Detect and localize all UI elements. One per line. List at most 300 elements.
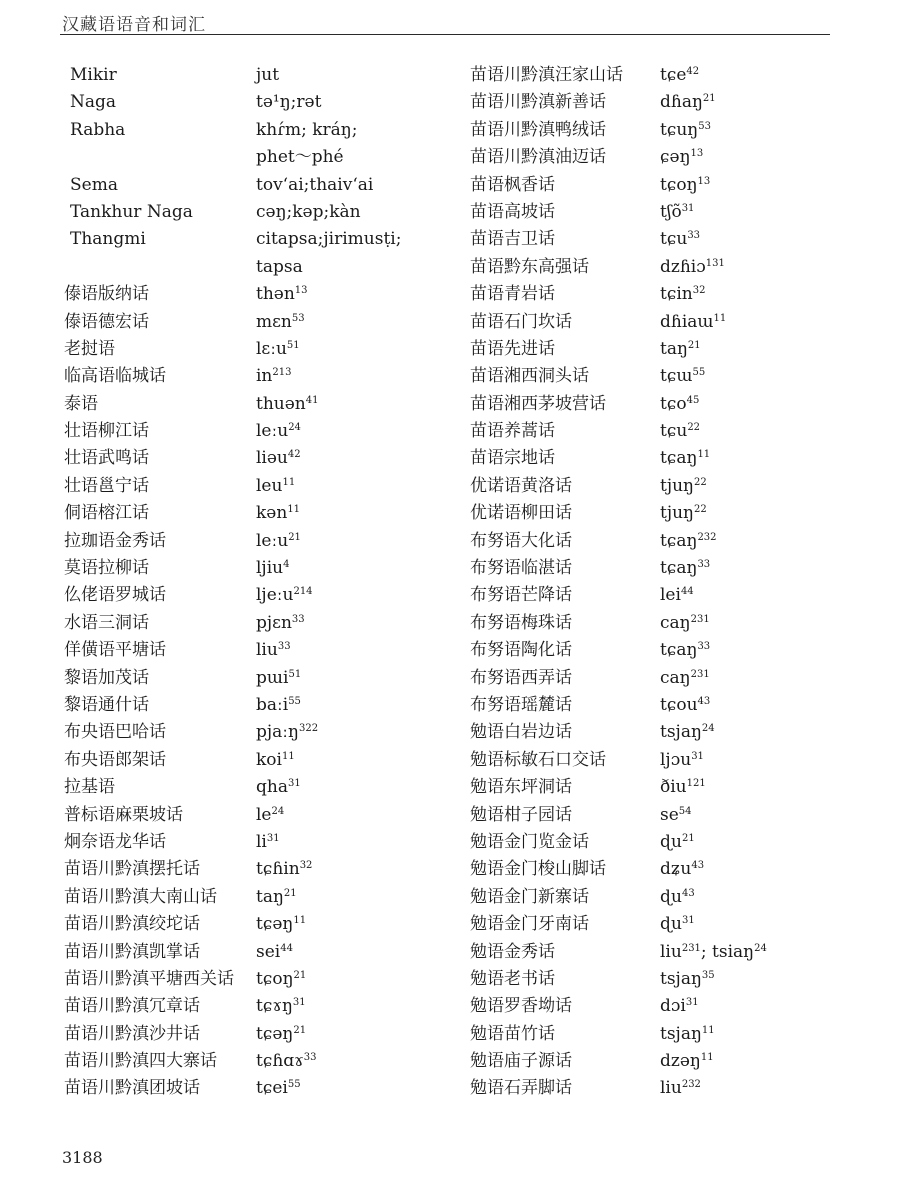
phonetic-form: le [256, 804, 272, 825]
language-name: 勉语苗竹话 [470, 1023, 555, 1044]
word-form [256, 445, 301, 474]
word-form [660, 199, 694, 228]
tone-number: 41 [305, 394, 319, 406]
tone-number: 33 [687, 230, 701, 242]
language-name: 苗语吉卫话 [470, 229, 555, 250]
tone-number: 13 [690, 148, 704, 160]
phonetic-form: tɕe [660, 65, 687, 85]
tone-number: 231 [690, 668, 710, 680]
phonetic-form: baːi [256, 694, 289, 715]
tone-number: 35 [701, 969, 715, 981]
language-name: 苗语川黔滇沙井话 [64, 1023, 200, 1044]
tone-number: 21 [687, 339, 701, 351]
phonetic-form: lei [660, 585, 681, 606]
language-name: 苗语川黔滇绞坨话 [64, 914, 200, 935]
phonetic-form: tʃõ [660, 201, 682, 222]
tone-number: 24 [271, 805, 285, 817]
tone-number: 21 [288, 531, 301, 543]
tone-number: 33 [303, 1052, 317, 1064]
word-form [660, 1075, 701, 1104]
phonetic-form: kən [256, 503, 288, 524]
language-name: 勉语庙子源话 [470, 1051, 572, 1072]
tone-number: 44 [280, 942, 293, 954]
word-form [256, 637, 291, 666]
language-name: 布努语梅珠话 [470, 612, 572, 633]
language-name: 苗语川黔滇冗章话 [64, 996, 200, 1017]
tone-number: 22 [687, 422, 701, 434]
phonetic-form: pɯi [256, 667, 289, 688]
word-form [256, 774, 301, 803]
word-form [660, 144, 703, 173]
phonetic-form: liu [256, 640, 278, 661]
tone-number: 32 [692, 285, 706, 297]
word-form [256, 391, 318, 420]
tone-number: 54 [678, 805, 692, 817]
phonetic-form: tɕɤŋ [256, 996, 293, 1017]
tone-number: 213 [272, 367, 292, 379]
word-form [256, 939, 293, 968]
phonetic-form: tɕaŋ [660, 640, 698, 661]
phonetic-form: dɦiaɯ [660, 311, 714, 332]
language-name: 黎语通什话 [64, 694, 149, 715]
word-form [660, 117, 711, 146]
word-form [660, 774, 706, 803]
word-form [256, 281, 308, 310]
word-form [256, 528, 301, 557]
word-form [660, 391, 699, 420]
tone-number: 4 [283, 559, 290, 571]
language-name: 布央语巴哈话 [64, 722, 166, 743]
word-form [256, 336, 300, 365]
phonetic-form: dɔi [660, 996, 686, 1017]
phonetic-form: jut [256, 65, 280, 85]
tone-number: 31 [681, 202, 695, 214]
language-name: 老挝语 [64, 338, 115, 359]
word-form [256, 582, 313, 611]
word-form [660, 445, 710, 474]
language-name: 勉语标敏石口交话 [470, 749, 606, 770]
language-name: 苗语川黔滇凯掌话 [64, 941, 200, 962]
tone-number: 31 [292, 997, 306, 1009]
language-name: Thangmi [70, 229, 146, 250]
word-form [660, 829, 695, 858]
phonetic-form: pjɛn [256, 612, 292, 633]
phonetic-form: tɕaŋ [660, 558, 698, 579]
word-form [660, 802, 692, 831]
word-form [660, 747, 704, 776]
tone-number-alt: 24 [754, 942, 767, 954]
tone-number: 11 [701, 1024, 715, 1036]
tone-number: 232 [681, 1079, 701, 1091]
tone-number: 121 [686, 778, 706, 790]
tone-number: 33 [291, 613, 305, 625]
phonetic-form: leu [256, 475, 283, 496]
tone-number: 31 [681, 915, 695, 927]
header-rule [60, 34, 830, 35]
word-form [256, 199, 361, 226]
language-name: 苗语川黔滇油迈话 [470, 147, 606, 168]
language-name: 拉珈语金秀话 [64, 530, 166, 551]
tone-number: 231 [681, 942, 701, 954]
tone-number: 11 [282, 476, 296, 488]
phonetic-form: dʑu [660, 859, 692, 880]
phonetic-form: tsjaŋ [660, 968, 702, 989]
tone-number: 53 [698, 120, 711, 132]
word-form [256, 1075, 301, 1104]
language-name: 勉语金秀话 [470, 941, 555, 962]
word-form [256, 747, 295, 776]
tone-number: 55 [692, 367, 706, 379]
language-name: 苗语石门坎话 [470, 311, 572, 332]
tone-number: 22 [694, 476, 707, 488]
language-name: 苗语川黔滇汪家山话 [470, 65, 623, 85]
language-name: 拉基语 [64, 777, 115, 798]
tone-number: 21 [293, 969, 307, 981]
language-name: 泰语 [64, 393, 98, 414]
phonetic-form: dzɦiɔ [660, 256, 706, 277]
word-form [660, 665, 710, 694]
phonetic-form: tɕuŋ [660, 119, 699, 140]
word-form [660, 226, 700, 255]
tone-number: 31 [685, 997, 699, 1009]
phonetic-form: tɕei [256, 1078, 288, 1099]
word-form [256, 993, 306, 1022]
phonetic-form: tsjaŋ [660, 722, 702, 743]
tone-number: 45 [686, 394, 700, 406]
language-name: 布努语临湛话 [470, 558, 572, 579]
word-form [660, 884, 695, 913]
language-name: 傣语德宏话 [64, 311, 149, 332]
tone-number: 43 [681, 887, 695, 899]
language-name: 佯僙语平塘话 [64, 640, 166, 661]
language-name: 勉语东坪洞话 [470, 777, 572, 798]
word-form [256, 719, 318, 748]
word-form [256, 911, 306, 940]
phonetic-form: lɛːu [256, 338, 287, 359]
phonetic-form: ɖu [660, 831, 682, 852]
word-form [256, 555, 289, 584]
language-name: 苗语养蒿话 [470, 421, 555, 442]
word-form [660, 856, 704, 885]
phonetic-form: thən [256, 284, 295, 305]
word-form [660, 911, 695, 940]
tone-number: 13 [294, 285, 308, 297]
phonetic-form: qha [256, 777, 288, 798]
tone-number: 32 [299, 860, 313, 872]
language-name: 苗语宗地话 [470, 448, 555, 469]
tone-number: 43 [691, 860, 705, 872]
tone-number: 21 [283, 887, 297, 899]
phonetic-form: koi [256, 749, 282, 770]
phonetic-form: li [256, 831, 267, 852]
tone-number: 31 [287, 778, 301, 790]
tone-number: 51 [286, 339, 300, 351]
phonetic-form: thuən [256, 393, 306, 414]
word-form [256, 802, 284, 831]
phonetic-form: in [256, 366, 273, 387]
tone-number: 44 [680, 586, 694, 598]
phonetic-form: liu [660, 1078, 682, 1099]
language-name: 水语三洞话 [64, 612, 149, 633]
phonetic-form: phet～phé [256, 147, 344, 168]
word-form [660, 62, 699, 91]
book-title: 汉藏语语音和词汇 [62, 15, 206, 35]
word-form [660, 281, 705, 310]
language-name: 勉语老书话 [470, 968, 555, 989]
phonetic-form: taŋ [256, 886, 284, 907]
word-form [660, 528, 717, 557]
page-number: 3188 [62, 1148, 103, 1167]
phonetic-form: tsjaŋ [660, 1023, 702, 1044]
language-name: 苗语川黔滇鸭绒话 [470, 119, 606, 140]
language-name: 苗语枫香话 [470, 174, 555, 195]
phonetic-form: dzəŋ [660, 1051, 701, 1072]
tone-number: 11 [281, 750, 295, 762]
phonetic-form: tɕɯ [660, 366, 693, 387]
tone-number: 21 [293, 1024, 307, 1036]
word-form [256, 172, 373, 199]
phonetic-form: tɕin [660, 284, 693, 305]
word-form [256, 62, 279, 89]
phonetic-form: ljiu [256, 558, 284, 579]
language-name: 布努语芒降话 [470, 585, 572, 606]
language-name: 苗语川黔滇新善话 [470, 92, 606, 113]
phonetic-form: sei [256, 941, 281, 962]
phonetic-form: dɦaŋ [660, 92, 703, 113]
language-name: 勉语金门梭山脚话 [470, 859, 606, 880]
word-form [660, 309, 726, 338]
phonetic-form: mɛn [256, 311, 292, 332]
phonetic-form: liəu [256, 448, 288, 469]
language-name: Mikir [70, 65, 117, 85]
phonetic-form: khɾ́m; kráŋ; [256, 119, 358, 140]
phonetic-form: tɕo [660, 393, 687, 414]
word-form [660, 966, 715, 995]
word-form [256, 117, 357, 144]
tone-number: 43 [697, 695, 711, 707]
phonetic-form: ljɔu [660, 749, 692, 770]
tone-number: 42 [287, 449, 301, 461]
language-name: 优诺语柳田话 [470, 503, 572, 524]
phonetic-form: tɕoŋ [660, 174, 698, 195]
tone-number: 55 [287, 1079, 301, 1091]
tone-number: 24 [701, 723, 715, 735]
tone-number: 21 [681, 832, 695, 844]
language-name: 壮语武鸣话 [64, 448, 149, 469]
language-name: 勉语石弄脚话 [470, 1078, 572, 1099]
phonetic-form: tɕaŋ [660, 530, 698, 551]
language-name: Tankhur Naga [70, 201, 193, 222]
word-form [256, 610, 305, 639]
language-name: 布央语郎架话 [64, 749, 166, 770]
tone-number: 11 [697, 449, 711, 461]
language-name: Sema [70, 174, 118, 195]
phonetic-form: tɕou [660, 694, 698, 715]
phonetic-form: leːu [256, 421, 289, 442]
language-name: 黎语加茂话 [64, 667, 149, 688]
language-name: 炯奈语龙华话 [64, 831, 166, 852]
phonetic-form: cəŋ;kəp;kàn [256, 201, 361, 222]
phonetic-form: tɕɦin [256, 859, 300, 880]
word-form [660, 1021, 715, 1050]
language-name: 勉语罗香坳话 [470, 996, 572, 1017]
language-name: 莫语拉柳话 [64, 558, 149, 579]
phonetic-form: ɖu [660, 914, 682, 935]
running-header [60, 6, 840, 35]
phonetic-form: tɕu [660, 229, 688, 250]
tone-number: 51 [288, 668, 302, 680]
phonetic-form: tɕu [660, 421, 688, 442]
phonetic-form: ljeːu [256, 585, 294, 606]
phonetic-form: tjuŋ [660, 503, 694, 524]
phonetic-form: tə¹ŋ;rət [256, 92, 322, 113]
word-form [660, 500, 707, 529]
phonetic-form: ɕəŋ [660, 147, 691, 168]
phonetic-form: tɕəŋ [256, 1023, 294, 1044]
word-form [256, 89, 321, 116]
tone-number: 55 [288, 695, 301, 707]
language-name: 壮语邕宁话 [64, 475, 149, 496]
tone-number: 11 [293, 915, 307, 927]
tone-number: 42 [686, 66, 700, 77]
language-name: 布努语西弄话 [470, 667, 572, 688]
language-name: 临高语临城话 [64, 366, 166, 387]
word-form [660, 719, 715, 748]
language-name: 普标语麻栗坡话 [64, 804, 183, 825]
phonetic-form: ɖu [660, 886, 682, 907]
word-form [256, 363, 291, 392]
tone-number: 24 [288, 422, 301, 434]
phonetic-form: pjaːŋ [256, 722, 299, 743]
word-form [256, 254, 303, 281]
phonetic-form: se [660, 804, 679, 825]
tone-number: 11 [700, 1052, 714, 1064]
language-name: 傣语版纳话 [64, 284, 149, 305]
tone-number: 11 [287, 504, 301, 516]
word-form [256, 144, 344, 171]
tone-number: 33 [697, 559, 711, 571]
phonetic-form: leːu [256, 530, 289, 551]
language-name: 仫佬语罗城话 [64, 585, 166, 606]
word-form [660, 336, 701, 365]
tone-number: 31 [266, 832, 280, 844]
language-name: 苗语川黔滇平塘西关话 [64, 968, 234, 989]
word-form [660, 692, 710, 721]
phonetic-form: tɕɦɑɤ [256, 1051, 304, 1072]
word-form [256, 500, 300, 529]
language-name: 苗语湘西洞头话 [470, 366, 589, 387]
word-form [256, 692, 301, 721]
phonetic-form: tjuŋ [660, 475, 694, 496]
language-name: Naga [70, 92, 117, 113]
phonetic-form: tɕəŋ [256, 914, 294, 935]
phonetic-form: taŋ [660, 338, 688, 359]
word-form [256, 884, 297, 913]
phonetic-form: caŋ [660, 667, 691, 688]
word-form [660, 89, 716, 118]
word-form [660, 582, 694, 611]
language-name: 布努语大化话 [470, 530, 572, 551]
tone-number: 31 [691, 750, 704, 762]
language-name: 壮语柳江话 [64, 421, 149, 442]
tone-number: 131 [705, 257, 725, 269]
phonetic-form: tɕoŋ [256, 968, 294, 989]
tone-number: 231 [690, 613, 710, 625]
word-form [660, 637, 710, 666]
language-name: 勉语柑子园话 [470, 804, 572, 825]
language-name: 优诺语黄洛话 [470, 475, 572, 496]
language-name: 勉语金门新寨话 [470, 886, 589, 907]
language-name: 侗语榕江话 [64, 503, 149, 524]
tone-number: 232 [697, 531, 717, 543]
word-form [660, 254, 725, 283]
language-name: 勉语金门览金话 [470, 831, 589, 852]
word-form [660, 473, 707, 502]
language-name: 苗语湘西茅坡营话 [470, 393, 606, 414]
language-name: 布努语瑶麓话 [470, 694, 572, 715]
tone-number: 21 [702, 93, 716, 105]
language-name: 勉语金门牙南话 [470, 914, 589, 935]
phonetic-form: citapsa;jirimusṭi; [256, 229, 402, 250]
word-form [660, 172, 710, 201]
word-form [660, 610, 710, 639]
tone-number: 13 [697, 175, 711, 187]
word-form [256, 856, 312, 885]
word-form [660, 993, 699, 1022]
phonetic-form: liu [660, 941, 682, 962]
language-name: 苗语黔东高强话 [470, 256, 589, 277]
word-form [256, 829, 280, 858]
language-name: 布努语陶化话 [470, 640, 572, 661]
word-form [660, 1048, 714, 1077]
word-form [660, 418, 700, 447]
tone-number: 53 [291, 312, 305, 324]
language-name: 苗语川黔滇大南山话 [64, 886, 217, 907]
phonetic-form: tɕaŋ [660, 448, 698, 469]
phonetic-form: ðiu [660, 777, 687, 798]
tone-number: 22 [694, 504, 707, 516]
phonetic-form: caŋ [660, 612, 691, 633]
tone-number: 33 [697, 641, 711, 653]
word-form [256, 418, 301, 447]
word-form [660, 363, 705, 392]
language-name: Rabha [70, 119, 126, 140]
tone-number: 214 [293, 586, 313, 598]
tone-number: 322 [298, 723, 319, 735]
language-name: 苗语高坡话 [470, 201, 555, 222]
word-form [256, 665, 301, 694]
phonetic-form: tapsa [256, 256, 303, 277]
phonetic-form-alt: ; tsiaŋ [700, 941, 755, 962]
word-form [256, 309, 305, 338]
language-name: 苗语川黔滇团坡话 [64, 1078, 200, 1099]
language-name: 苗语先进话 [470, 338, 555, 359]
word-form [256, 1021, 306, 1050]
word-form [256, 473, 295, 502]
language-name: 苗语青岩话 [470, 284, 555, 305]
word-form [256, 966, 306, 995]
word-form [660, 555, 710, 584]
tone-number: 33 [277, 641, 291, 653]
word-form [256, 226, 401, 253]
word-form [660, 939, 767, 968]
language-name: 勉语白岩边话 [470, 722, 572, 743]
language-name: 苗语川黔滇摆托话 [64, 859, 200, 880]
language-name: 苗语川黔滇四大寨话 [64, 1051, 217, 1072]
tone-number: 11 [713, 312, 727, 324]
phonetic-form: tov‘ai;thaiv‘ai [256, 174, 374, 195]
word-form [256, 1048, 317, 1077]
